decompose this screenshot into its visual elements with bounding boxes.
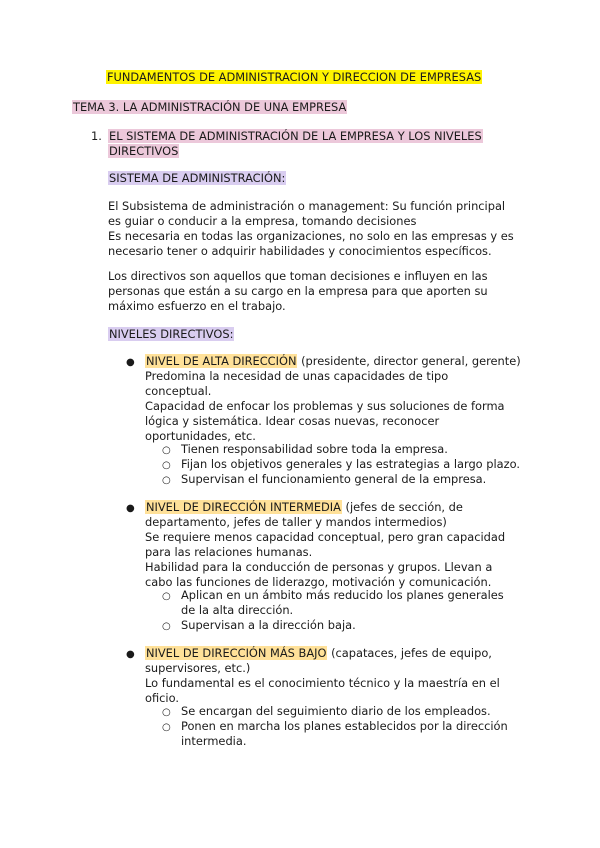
document-title <box>106 70 482 85</box>
paragraph-line: Los directivos son aquellos que toman decisiones e influyen en las <box>108 269 488 283</box>
level-item: Fijan los objetivos generales y las estrategias a largo plazo. <box>181 457 521 471</box>
level-line: lógica y sistemática. Idear cosas nuevas, reconocer <box>145 414 440 428</box>
subheading-niveles-text: NIVELES DIRECTIVOS: <box>109 327 234 341</box>
paragraph-management <box>108 199 514 259</box>
section-title <box>108 129 483 159</box>
level-item <box>181 588 504 618</box>
circle-bullet-icon: ○ <box>162 475 171 486</box>
level-line: oportunidades, etc. <box>145 429 256 443</box>
level-item: Supervisan a la dirección baja. <box>181 618 356 632</box>
bullet-icon: ● <box>126 649 135 660</box>
level-name: NIVEL DE DIRECCIÓN INTERMEDIA <box>146 500 341 514</box>
level-item: Tienen responsabilidad sobre toda la empresa. <box>181 442 448 456</box>
circle-bullet-icon: ○ <box>162 445 171 456</box>
level-item-line: intermedia. <box>181 734 247 748</box>
level-line: para las relaciones humanas. <box>145 545 313 559</box>
section-title-line2: DIRECTIVOS <box>109 144 179 158</box>
level-line: Habilidad para la conducción de personas y grupos. Llevan a <box>145 560 493 574</box>
level-line: cabo las funciones de liderazgo, motivación y comunicación. <box>145 575 492 589</box>
section-number: 1. <box>91 129 102 143</box>
level-name: NIVEL DE ALTA DIRECCIÓN <box>146 354 297 368</box>
subheading-sistema <box>108 171 286 186</box>
level-item: Supervisan el funcionamiento general de la empresa. <box>181 472 487 486</box>
paragraph-directivos <box>108 269 488 314</box>
level-name: NIVEL DE DIRECCIÓN MÁS BAJO <box>146 646 327 660</box>
circle-bullet-icon: ○ <box>162 722 171 733</box>
level-line: Lo fundamental es el conocimiento técnico y la maestría en el <box>145 676 500 690</box>
circle-bullet-icon: ○ <box>162 460 171 471</box>
level-direccion-intermedia <box>145 500 505 590</box>
level-item: Se encargan del seguimiento diario de los empleados. <box>181 704 491 718</box>
level-item-line: Ponen en marcha los planes establecidos por la dirección <box>181 719 508 733</box>
level-item <box>181 719 508 749</box>
topic-heading-text: TEMA 3. LA ADMINISTRACIÓN DE UNA EMPRESA <box>73 100 347 114</box>
level-desc: (capataces, jefes de equipo, <box>327 646 492 660</box>
topic-heading <box>72 100 347 115</box>
level-line: Predomina la necesidad de unas capacidades de tipo <box>145 369 449 383</box>
bullet-icon: ● <box>126 357 135 368</box>
level-desc: (presidente, director general, gerente) <box>297 354 521 368</box>
level-line: supervisores, etc.) <box>145 661 251 675</box>
paragraph-line: personas que están a su cargo en la empresa para que aporten su <box>108 284 488 298</box>
subheading-sistema-text: SISTEMA DE ADMINISTRACIÓN: <box>109 171 286 185</box>
circle-bullet-icon: ○ <box>162 621 171 632</box>
paragraph-line: máximo esfuerzo en el trabajo. <box>108 299 286 313</box>
circle-bullet-icon: ○ <box>162 591 171 602</box>
subheading-niveles <box>108 327 234 342</box>
section-title-line1: EL SISTEMA DE ADMINISTRACIÓN DE LA EMPRESA Y LOS NIVELES <box>109 129 482 143</box>
level-line: departamento, jefes de taller y mandos intermedios) <box>145 515 447 529</box>
paragraph-line: Es necesaria en todas las organizaciones, no solo en las empresas y es <box>108 229 514 243</box>
level-line: conceptual. <box>145 384 212 398</box>
level-line: oficio. <box>145 691 179 705</box>
level-line: Se requiere menos capacidad conceptual, pero gran capacidad <box>145 530 506 544</box>
level-direccion-baja <box>145 646 500 706</box>
level-desc: (jefes de sección, de <box>341 500 463 514</box>
paragraph-line: El Subsistema de administración o management: Su función principal <box>108 199 506 213</box>
level-alta-direccion <box>145 354 521 444</box>
level-item-line: de la alta dirección. <box>181 603 294 617</box>
level-item-line: Aplican en un ámbito más reducido los planes generales <box>181 588 504 602</box>
paragraph-line: necesario tener o adquirir habilidades y conocimientos específicos. <box>108 244 492 258</box>
document-title-text: FUNDAMENTOS DE ADMINISTRACION Y DIRECCION DE EMPRESAS <box>107 70 482 84</box>
bullet-icon: ● <box>126 503 135 514</box>
paragraph-line: es guiar o conducir a la empresa, tomando decisiones <box>108 214 417 228</box>
circle-bullet-icon: ○ <box>162 707 171 718</box>
level-line: Capacidad de enfocar los problemas y sus soluciones de forma <box>145 399 505 413</box>
